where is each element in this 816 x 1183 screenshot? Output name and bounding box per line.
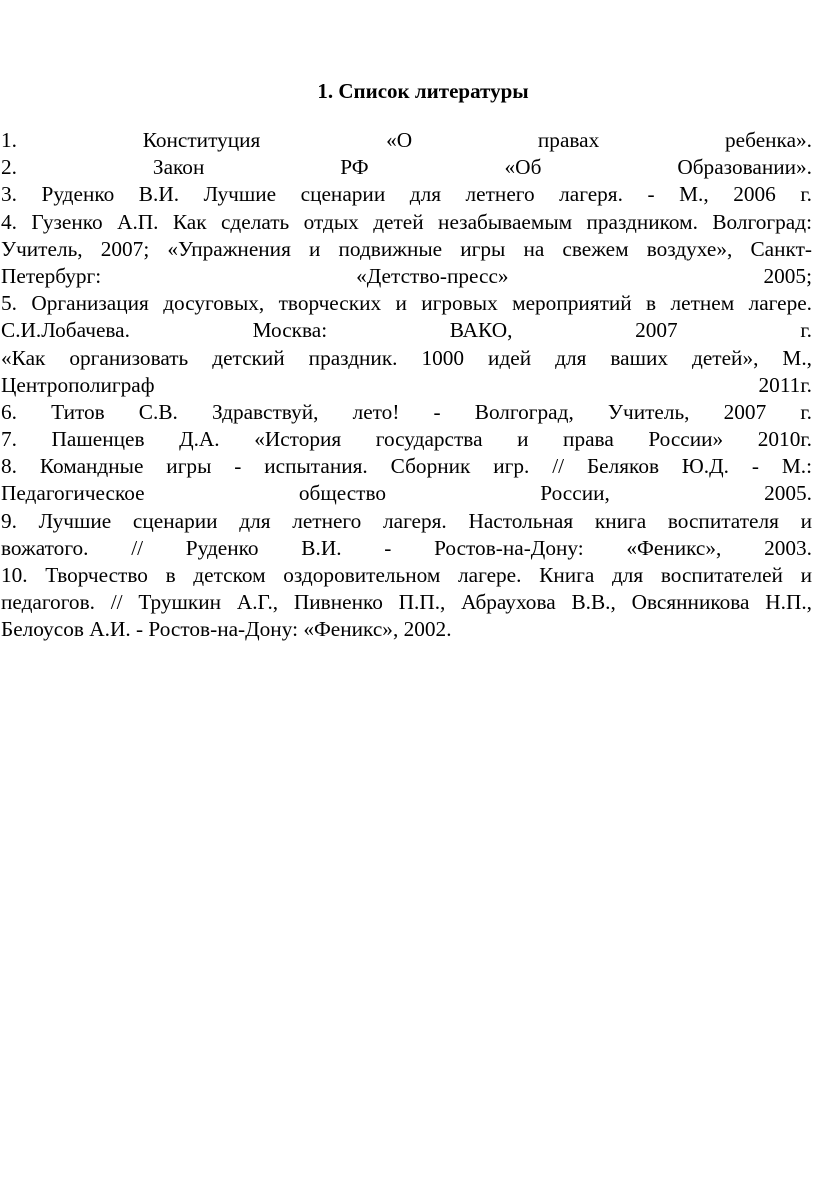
- list-line: 3. Руденко В.И. Лучшие сценарии для летнего лагеря. - М., 2006 г.: [1, 182, 812, 207]
- list-line: 8. Командные игры - испытания. Сборник игр. // Беляков Ю.Д. - М.:: [1, 454, 812, 479]
- list-line: 2. Закон РФ «Об Образовании».: [1, 155, 812, 180]
- list-line: «Как организовать детский праздник. 1000 идей для ваших детей», М.,: [1, 345, 812, 370]
- list-line: 7. Пашенцев Д.А. «История государства и права России» 2010г.: [1, 427, 812, 452]
- list-line: Петербург: «Детство-пресс» 2005;: [1, 263, 812, 288]
- list-line: 5. Организация досуговых, творческих и игровых мероприятий в летнем лагере.: [1, 291, 812, 316]
- list-line: 6. Титов С.В. Здравствуй, лето! - Волгоград, Учитель, 2007 г.: [1, 399, 812, 424]
- list-line: 9. Лучшие сценарии для летнего лагеря. Настольная книга воспитателя и: [1, 508, 812, 533]
- bibliography-list: [1, 127, 812, 644]
- list-line: Учитель, 2007; «Упражнения и подвижные игры на свежем воздухе», Санкт-: [1, 236, 812, 261]
- list-line: С.И.Лобачева. Москва: ВАКО, 2007 г.: [1, 318, 812, 343]
- list-line: Центрополиграф 2011г.: [1, 372, 812, 397]
- list-line: 1. Конституция «О правах ребенка».: [1, 128, 812, 152]
- list-line: Педагогическое общество России, 2005.: [1, 481, 812, 506]
- list-line: 4. Гузенко А.П. Как сделать отдых детей незабываемым праздником. Волгоград:: [1, 209, 812, 234]
- list-line: вожатого. // Руденко В.И. - Ростов-на-Дону: «Феникс», 2003.: [1, 535, 812, 560]
- list-line: Белоусов А.И. - Ростов-на-Дону: «Феникс», 2002.: [1, 617, 452, 642]
- list-line: педагогов. // Трушкин А.Г., Пивненко П.П., Абраухова В.В., Овсянникова Н.П.,: [1, 590, 812, 615]
- page-title: 1. Список литературы: [317, 79, 529, 103]
- list-line: 10. Творчество в детском оздоровительном лагере. Книга для воспитателей и: [1, 563, 812, 587]
